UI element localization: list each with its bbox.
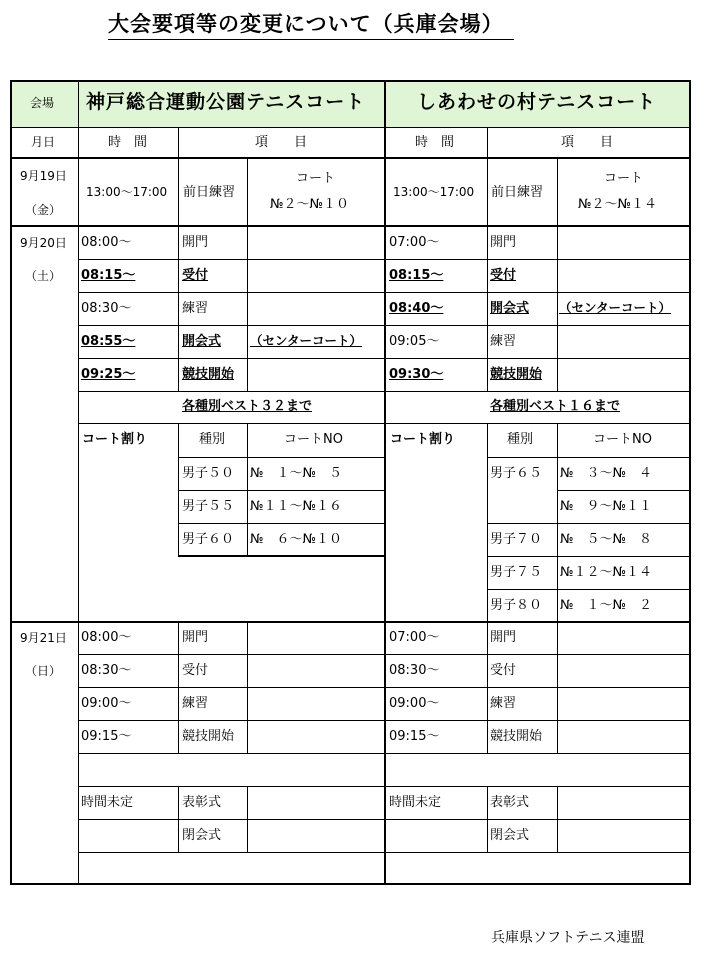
day2-b-court-assign: コート割り bbox=[390, 432, 456, 447]
day2-b-note-3: （センターコート） bbox=[559, 300, 672, 315]
day2-b-cat-3: 男子７０ bbox=[490, 532, 543, 547]
day3-a-award: 表彰式 bbox=[182, 795, 222, 810]
day1-a-court-label: コート bbox=[296, 171, 336, 186]
time-header-b: 時 間 bbox=[415, 135, 455, 150]
day1-a-time: 13:00～17:00 bbox=[86, 185, 168, 199]
footer-organization: 兵庫県ソフトテニス連盟 bbox=[491, 930, 645, 946]
day3-b-item-4: 競技開始 bbox=[490, 729, 543, 744]
day3-b-time-1: 07:00～ bbox=[389, 630, 440, 645]
item-header-a: 項 目 bbox=[255, 135, 308, 150]
day3-b-time-2: 08:30～ bbox=[389, 663, 440, 678]
day1-a-court-range: №２～№１０ bbox=[270, 197, 350, 212]
day3-a-tbd: 時間未定 bbox=[81, 795, 134, 810]
day2-b-cat-5: 男子８０ bbox=[490, 598, 543, 613]
day2-b-court-header: コートNO bbox=[593, 432, 652, 447]
day2-a-court-header: コートNO bbox=[284, 432, 343, 447]
day2-b-item-1: 開門 bbox=[490, 235, 517, 250]
day2-b-best: 各種別ベスト１６まで bbox=[490, 399, 621, 414]
day2-date: 9月20日 bbox=[20, 236, 67, 250]
day2-a-best: 各種別ベスト３２まで bbox=[182, 399, 313, 414]
day1-b-item: 前日練習 bbox=[491, 185, 544, 200]
day2-a-time-3: 08:30～ bbox=[81, 301, 132, 316]
day2-b-item-5: 競技開始 bbox=[490, 367, 543, 382]
day2-b-item-3: 開会式 bbox=[490, 301, 530, 316]
day3-a-time-2: 08:30～ bbox=[81, 663, 132, 678]
day3-a-time-3: 09:00～ bbox=[81, 696, 132, 711]
day2-a-court-assign: コート割り bbox=[82, 432, 148, 447]
day3-b-tbd: 時間未定 bbox=[389, 795, 442, 810]
day1-date: 9月19日 bbox=[20, 169, 67, 183]
day2-a-no-2: №１１～№１６ bbox=[250, 499, 343, 514]
day2-b-no-5: № １～№ ２ bbox=[560, 598, 653, 613]
day2-b-time-3: 08:40～ bbox=[389, 301, 444, 316]
day2-a-time-2: 08:15～ bbox=[81, 268, 136, 283]
day3-a-item-2: 受付 bbox=[182, 663, 209, 678]
day3-a-item-4: 競技開始 bbox=[182, 729, 235, 744]
day2-b-no-3: № ５～№ ８ bbox=[560, 532, 653, 547]
day2-b-cat-header: 種別 bbox=[507, 432, 534, 447]
day3-b-closing: 閉会式 bbox=[490, 828, 530, 843]
day2-a-cat-1: 男子５０ bbox=[182, 466, 235, 481]
day3-b-item-2: 受付 bbox=[490, 663, 517, 678]
day2-a-cat-3: 男子６０ bbox=[182, 532, 235, 547]
day2-a-no-3: № ６～№１０ bbox=[250, 532, 343, 547]
day3-a-closing: 閉会式 bbox=[182, 828, 222, 843]
day2-b-time-5: 09:30～ bbox=[389, 367, 444, 382]
day2-b-cat-1: 男子６５ bbox=[490, 466, 543, 481]
date-label: 月日 bbox=[31, 135, 56, 149]
day2-a-time-4: 08:55～ bbox=[81, 334, 136, 349]
day2-b-time-2: 08:15～ bbox=[389, 268, 444, 283]
day2-a-no-1: № １～№ ５ bbox=[250, 466, 343, 481]
day2-b-cat-4: 男子７５ bbox=[490, 565, 543, 580]
day1-b-time: 13:00～17:00 bbox=[393, 185, 475, 199]
day2-a-time-5: 09:25～ bbox=[81, 367, 136, 382]
day2-a-item-5: 競技開始 bbox=[182, 367, 235, 382]
item-header-b: 項 目 bbox=[561, 135, 614, 150]
day2-b-no-1: № ３～№ ４ bbox=[560, 466, 653, 481]
day3-b-item-3: 練習 bbox=[490, 696, 517, 711]
day1-b-court-label: コート bbox=[604, 171, 644, 186]
day2-a-cat-2: 男子５５ bbox=[182, 499, 235, 514]
day2-b-time-1: 07:00～ bbox=[389, 235, 440, 250]
day3-b-time-3: 09:00～ bbox=[389, 696, 440, 711]
venue-label: 会場 bbox=[30, 96, 55, 110]
day3-a-time-4: 09:15～ bbox=[81, 729, 132, 744]
time-header-a: 時 間 bbox=[108, 135, 148, 150]
venue-b-name: しあわせの村テニスコート bbox=[417, 91, 657, 113]
day2-b-no-4: №１２～№１４ bbox=[560, 565, 653, 580]
page-title: 大会要項等の変更について（兵庫会場） bbox=[108, 8, 514, 40]
day2-b-item-4: 練習 bbox=[490, 334, 517, 349]
day3-a-time-1: 08:00～ bbox=[81, 630, 132, 645]
day2-b-time-4: 09:05～ bbox=[389, 334, 440, 349]
day2-a-item-4: 開会式 bbox=[182, 334, 222, 349]
day1-weekday: （金） bbox=[25, 203, 62, 217]
day1-a-item: 前日練習 bbox=[183, 185, 236, 200]
day2-b-item-2: 受付 bbox=[490, 268, 517, 283]
day2-a-item-3: 練習 bbox=[182, 301, 209, 316]
day3-a-item-3: 練習 bbox=[182, 696, 209, 711]
day2-a-item-1: 開門 bbox=[182, 235, 209, 250]
day3-b-time-4: 09:15～ bbox=[389, 729, 440, 744]
day2-a-cat-header: 種別 bbox=[199, 432, 226, 447]
day2-a-item-2: 受付 bbox=[182, 268, 209, 283]
day3-b-award: 表彰式 bbox=[490, 795, 530, 810]
day2-a-time-1: 08:00～ bbox=[81, 235, 132, 250]
day3-b-item-1: 開門 bbox=[490, 630, 517, 645]
day2-weekday: （土） bbox=[25, 269, 62, 283]
day3-weekday: （日） bbox=[25, 664, 62, 678]
day2-a-note-4: （センターコート） bbox=[250, 333, 363, 348]
day3-date: 9月21日 bbox=[20, 631, 67, 645]
day1-b-court-range: №２～№１４ bbox=[578, 197, 658, 212]
venue-a-name: 神戸総合運動公園テニスコート bbox=[86, 91, 366, 113]
day2-b-no-2: № ９～№１１ bbox=[560, 499, 653, 514]
day3-a-item-1: 開門 bbox=[182, 630, 209, 645]
